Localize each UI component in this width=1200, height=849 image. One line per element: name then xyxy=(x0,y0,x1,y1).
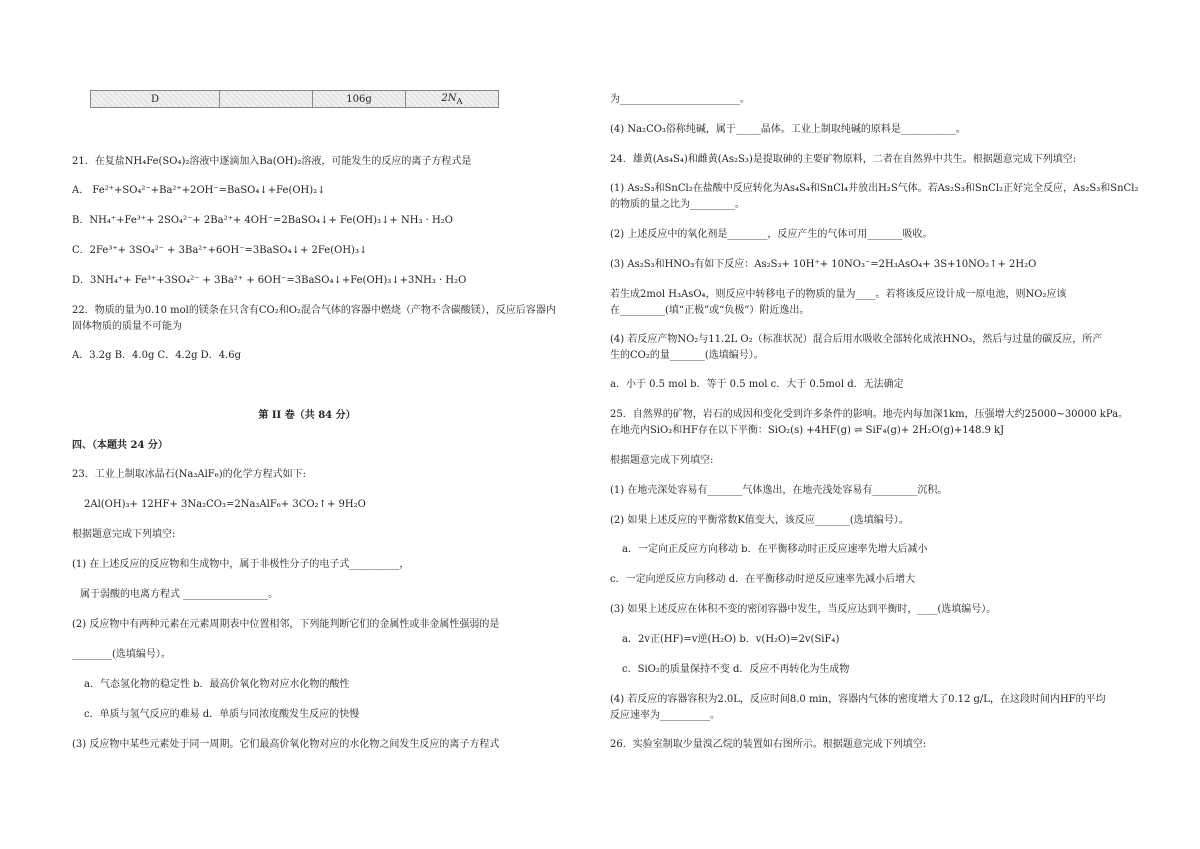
q25-stem-line2: 在地壳内SiO₂和HF存在以下平衡：SiO₂(s) +4HF(g) ⇌ SiF₄(g)+ 2H₂O(g)+148.9 kJ xyxy=(610,425,1005,436)
q23-stem: 23．工业上制取冰晶石(Na₃AlF₆)的化学方程式如下: xyxy=(72,469,306,480)
q25-prompt: 根据题意完成下列填空: xyxy=(610,455,714,466)
q24-part1-b: 的物质的量之比为_________。 xyxy=(610,199,745,210)
q21-option-a: A． Fe²⁺+SO₄²⁻+Ba²⁺+2OH⁻=BaSO₄↓+Fe(OH)₂↓ xyxy=(72,185,326,196)
q21-option-b: B．NH₄⁺+Fe³⁺+ 2SO₄²⁻+ 2Ba²⁺+ 4OH⁻=2BaSO₄↓+ Fe(OH)₃↓+ NH₃ · H₂O xyxy=(72,215,453,226)
q24-part2: (2) 上述反应中的氧化剂是________，反应产生的气体可用_______吸收。 xyxy=(610,229,933,240)
table-cell-count: $2N_A$ xyxy=(406,91,499,108)
q24-part3-b: 若生成2mol H₃AsO₄，则反应中转移电子的物质的量为____。若将该反应设计成一原电池，则NO₂应该 xyxy=(610,289,1067,300)
q24-part4-a: (4) 若反应产物NO₂与11.2L O₂（标准状况）混合后用水吸收全部转化成浓HNO₃，然后与过量的碳反应，所产 xyxy=(610,334,1103,345)
q25-part2-options1: a．一定向正反应方向移动 b．在平衡移动时正反应速率先增大后减小 xyxy=(622,544,928,555)
q26-stem: 26．实验室制取少量溴乙烷的装置如右图所示。根据题意完成下列填空: xyxy=(610,739,927,750)
q23-part2-options1: a．气态氢化物的稳定性 b．最高价氧化物对应水化物的酸性 xyxy=(84,679,350,690)
q23-part3: (3) 反应物中某些元素处于同一周期。它们最高价氧化物对应的水化物之间发生反应的离子方程式 xyxy=(72,739,500,750)
q23-part1-a: (1) 在上述反应的反应物和生成物中，属于非极性分子的电子式__________， xyxy=(72,559,410,570)
q25-part3-options2: c．SiO₂的质量保持不变 d．反应不再转化为生成物 xyxy=(622,664,850,675)
table-cell-label: D xyxy=(91,91,220,108)
table-cell-mass: 106g xyxy=(313,91,406,108)
q25-part3: (3) 如果上述反应在体积不变的密闭容器中发生，当反应达到平衡时，____(选填编号）。 xyxy=(610,604,997,615)
q24-part4-b: 生的CO₂的量_______(选填编号）。 xyxy=(610,350,764,361)
q24-part3-c: 在_________(填“正极”或“负极”）附近逸出。 xyxy=(610,305,810,316)
section4-heading: 四、（本题共 24 分） xyxy=(72,440,168,451)
q23-prompt: 根据题意完成下列填空: xyxy=(72,529,176,540)
q25-part1: (1) 在地壳深处容易有_______气体逸出，在地壳浅处容易有_________沉积。 xyxy=(610,485,948,496)
q23-part1-b: 属于弱酸的电离方程式 _________________。 xyxy=(80,589,279,600)
q21-stem: 21．在复盐NH₄Fe(SO₄)₂溶液中逐滴加入Ba(OH)₂溶液，可能发生的反应的离子方程式是 xyxy=(72,156,472,167)
q25-part4-b: 反应速率为__________。 xyxy=(610,710,720,721)
q22-stem-line2: 固体物质的质量不可能为 xyxy=(72,321,182,332)
q24-part1-a: (1) As₂S₃和SnCl₂在盐酸中反应转化为As₄S₄和SnCl₄并放出H₂S气体。若As₂S₃和SnCl₂正好完全反应，As₂S₃和SnCl₂ xyxy=(610,183,1139,194)
q22-options: A．3.2g B．4.0g C．4.2g D．4.6g xyxy=(72,350,241,361)
q23-part2-a: (2) 反应物中有两种元素在元素周期表中位置相邻，下列能判断它们的金属性或非金属性强弱的是 xyxy=(72,619,500,630)
q25-stem-line1: 25．自然界的矿物，岩石的成因和变化受到许多条件的影响。地壳内每加深1km，压强增大约25000~30000 kPa。 xyxy=(610,409,1129,420)
q24-stem: 24．雄黄(As₄S₄)和雌黄(As₂S₃)是提取砷的主要矿物原料，二者在自然界中共生。根据题意完成下列填空: xyxy=(610,154,1077,165)
q23-equation: 2Al(OH)₃+ 12HF+ 3Na₂CO₃=2Na₃AlF₆+ 3CO₂↑+ 9H₂O xyxy=(84,499,366,510)
part2-title: 第 II 卷（共 84 分） xyxy=(258,410,356,421)
table-row xyxy=(91,91,499,108)
q25-part4-a: (4) 若反应的容器容积为2.0L，反应时间8.0 min，容器内气体的密度增大了0.12 g/L，在这段时间内HF的平均 xyxy=(610,694,1106,705)
q24-part3: (3) As₂S₃和HNO₃有如下反应：As₂S₃+ 10H⁺+ 10NO₃⁻=2H₃AsO₄+ 3S+10NO₂↑+ 2H₂O xyxy=(610,259,1037,270)
q25-part2: (2) 如果上述反应的平衡常数K值变大，该反应_______(选填编号）。 xyxy=(610,515,909,526)
table-cell-empty xyxy=(220,91,313,108)
q25-part2-options2: c．一定向逆反应方向移动 d．在平衡移动时逆反应速率先减小后增大 xyxy=(610,574,916,585)
options-table xyxy=(90,90,499,108)
q23-part2-b: ________(选填编号）。 xyxy=(72,649,171,660)
q21-option-c: C．2Fe³⁺+ 3SO₄²⁻ + 3Ba²⁺+6OH⁻=3BaSO₄↓+ 2Fe(OH)₃↓ xyxy=(72,245,368,256)
q22-stem-line1: 22．物质的量为0.10 mol的镁条在只含有CO₂和O₂混合气体的容器中燃烧（产物不含碳酸镁），反应后容器内 xyxy=(72,305,556,316)
q23-part3-continuation: 为________________________。 xyxy=(610,94,750,105)
q24-part4-options: a．小于 0.5 mol b．等于 0.5 mol c．大于 0.5mol d．无法确定 xyxy=(610,379,904,390)
q21-option-d: D．3NH₄⁺+ Fe³⁺+3SO₄²⁻ + 3Ba²⁺ + 6OH⁻=3BaSO₄↓+Fe(OH)₃↓+3NH₃ · H₂O xyxy=(72,275,467,286)
q23-part2-options2: c．单质与氢气反应的难易 d．单质与同浓度酸发生反应的快慢 xyxy=(84,709,360,720)
q23-part4: (4) Na₂CO₃俗称纯碱，属于_____晶体。工业上制取纯碱的原料是___________。 xyxy=(610,124,966,135)
q25-part3-options1: a．2v正(HF)=v逆(H₂O) b．v(H₂O)=2v(SiF₄) xyxy=(622,634,840,645)
